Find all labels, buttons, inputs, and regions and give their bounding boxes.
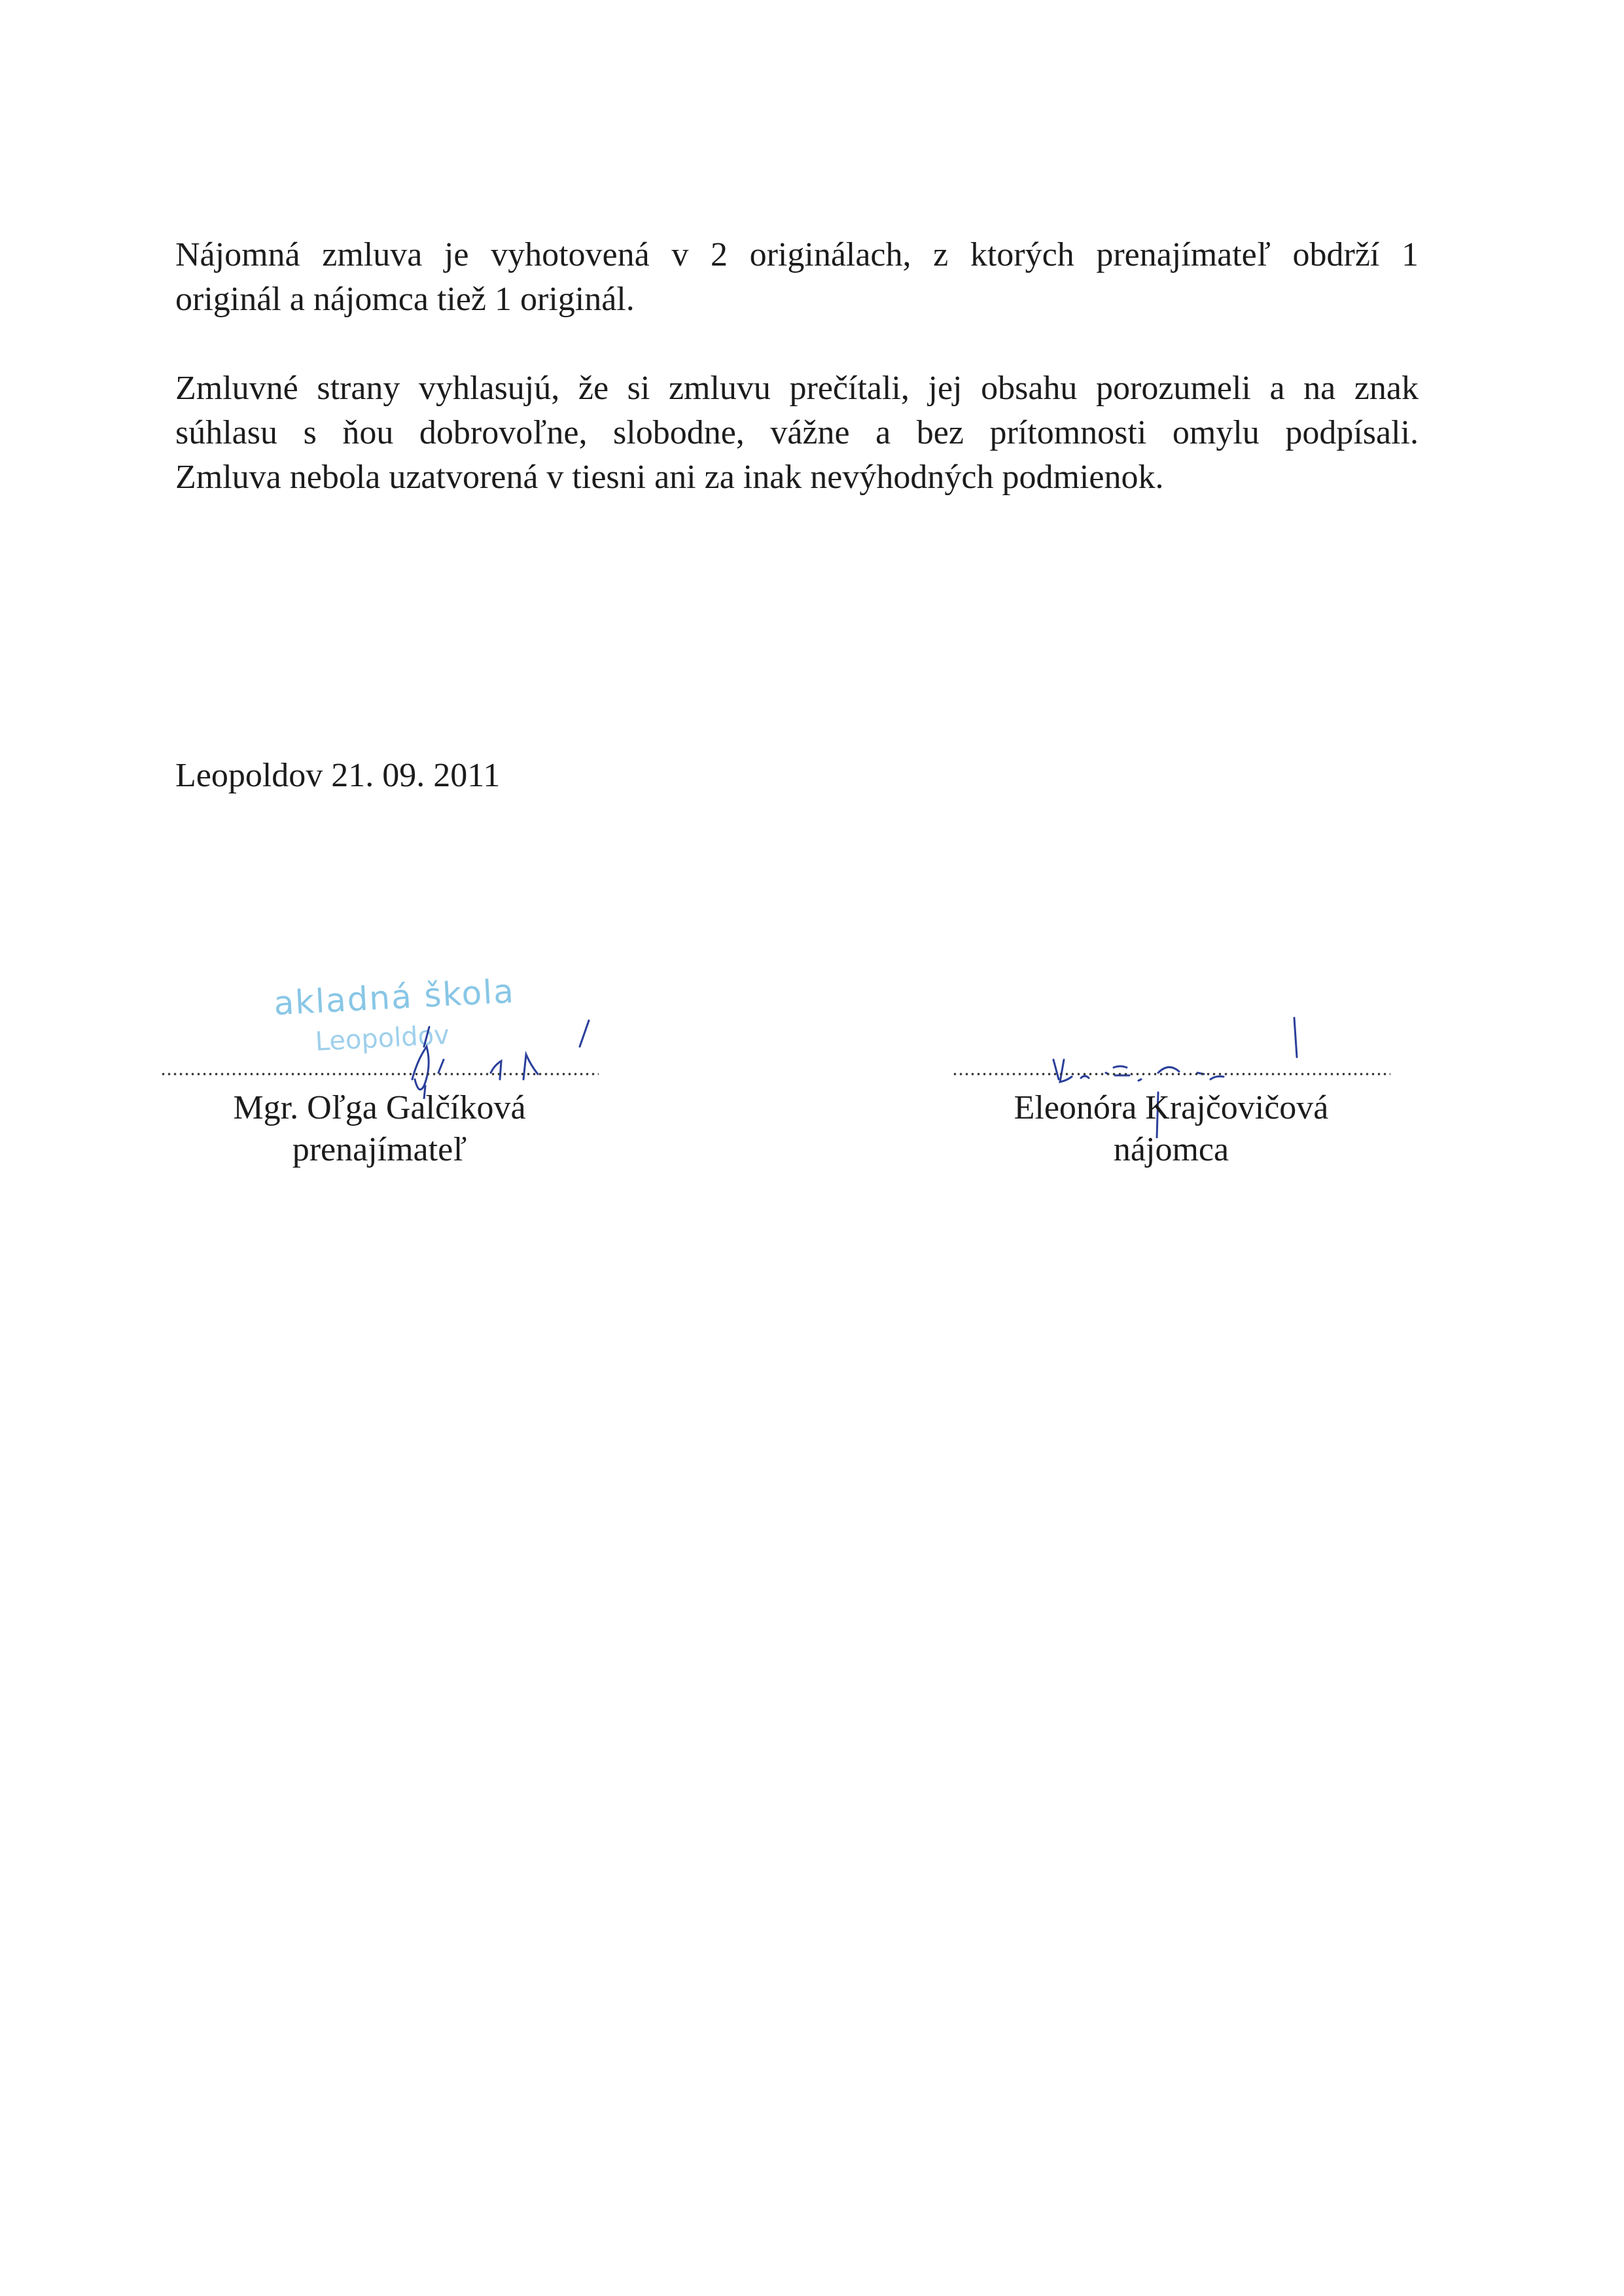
paragraph-declaration bbox=[175, 366, 1419, 500]
signature-dotted-line bbox=[952, 1073, 1390, 1075]
signature-dotted-line bbox=[160, 1073, 599, 1075]
paragraph-copies bbox=[175, 233, 1419, 322]
paragraph-line: súhlasu s ňou dobrovoľne, slobodne, vážne a bez prítomnosti omylu podpísali. bbox=[175, 414, 1419, 451]
landlord-signature-block bbox=[150, 1073, 609, 1171]
paragraph-line: Zmluvné strany vyhlasujú, že si zmluvu prečítali, jej obsahu porozumeli a na znak bbox=[175, 370, 1419, 407]
place-and-date: Leopoldov 21. 09. 2011 bbox=[175, 757, 501, 794]
svg-text:Leopoldov: Leopoldov bbox=[314, 1020, 450, 1058]
svg-text:akladná škola: akladná škola bbox=[273, 972, 516, 1023]
landlord-name: Mgr. Oľga Galčíková bbox=[233, 1089, 526, 1126]
paragraph-line: Nájomná zmluva je vyhotovená v 2 originálach, z ktorých prenajímateľ obdrží 1 bbox=[175, 236, 1419, 273]
tenant-role: nájomca bbox=[1113, 1131, 1229, 1168]
landlord-role: prenajímateľ bbox=[292, 1131, 467, 1168]
paragraph-line: Zmluva nebola uzatvorená v tiesni ani za inak nevýhodných podmienok. bbox=[175, 459, 1164, 496]
tenant-name: Eleonóra Krajčovičová bbox=[1014, 1089, 1329, 1126]
paragraph-line: originál a nájomca tiež 1 originál. bbox=[175, 281, 635, 318]
tenant-signature-block bbox=[942, 1073, 1400, 1171]
